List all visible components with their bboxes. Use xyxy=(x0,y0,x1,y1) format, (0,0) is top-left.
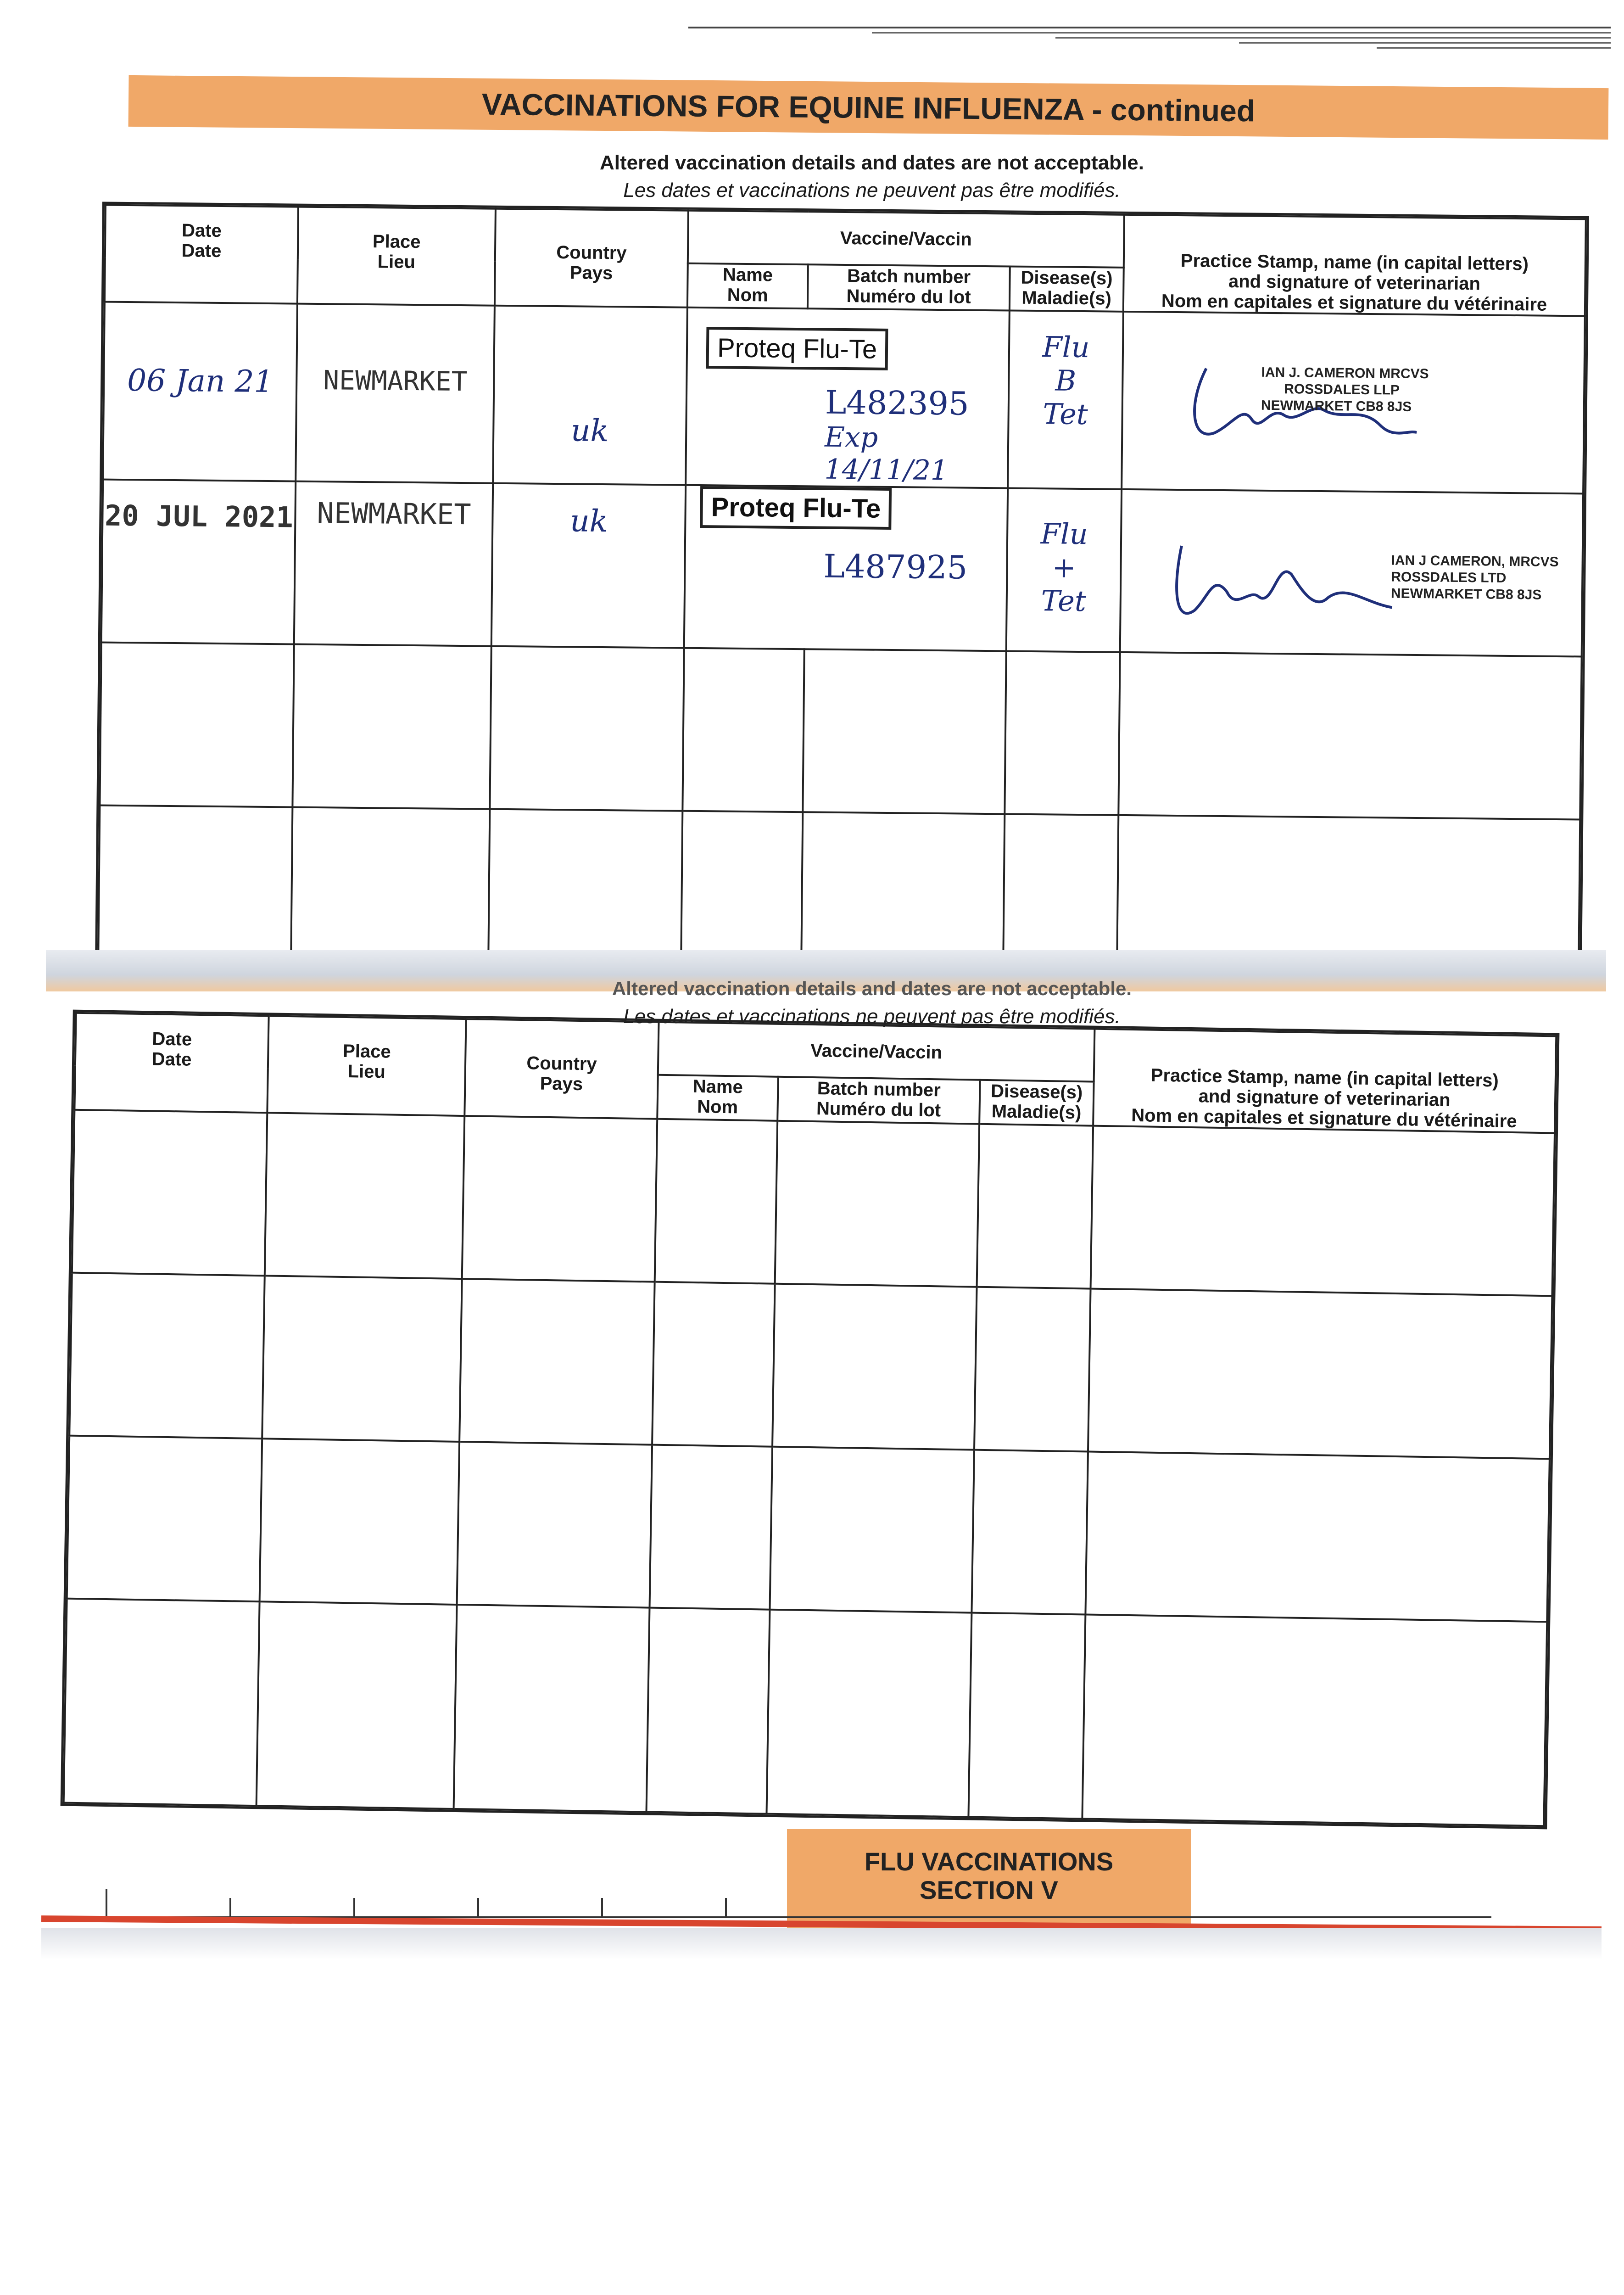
entry-vet-signature xyxy=(1120,489,1583,657)
notice-english: Altered vaccination details and dates are not acceptable. xyxy=(600,151,1144,174)
table-row xyxy=(101,480,1583,657)
col-country-header: Country Pays xyxy=(495,209,688,308)
col-disease-header: Disease(s) Maladie(s) xyxy=(1010,266,1124,311)
section-label: FLU VACCINATIONS SECTION V xyxy=(787,1829,1191,1928)
entry-place: NEWMARKET xyxy=(294,481,493,646)
table-row xyxy=(100,643,1581,820)
notice-french: Les dates et vaccinations ne peuvent pas être modifiés. xyxy=(623,179,1121,202)
col-name-header: Name Nom xyxy=(657,1075,778,1121)
vaccine-name-stamp: Proteq Flu-Te xyxy=(700,486,892,530)
scan-edge-lines xyxy=(688,27,1611,63)
table-row xyxy=(98,805,1580,974)
vet-stamp: IAN J CAMERON, MRCVS ROSSDALES LTD NEWMARKET CB8 8JS xyxy=(1390,553,1559,603)
col-vaccine-header: Vaccine/Vaccin xyxy=(688,211,1124,268)
col-practice-header: Practice Stamp, name (in capital letters) and signature of veterinarian Nom en capitales et signature du vétérinaire xyxy=(1093,1029,1556,1133)
col-practice-header: Practice Stamp, name (in capital letters) and signature of veterinarian Nom en capitales et signature du vétérinaire xyxy=(1123,215,1586,316)
entry-vaccine xyxy=(686,308,1010,488)
vaccine-name-stamp: Proteq Flu-Te xyxy=(706,327,888,370)
table-row xyxy=(103,302,1585,494)
table-row xyxy=(69,1273,1552,1459)
col-date-header: Date Date xyxy=(74,1013,268,1113)
vaccination-table-2 xyxy=(61,1010,1560,1830)
vet-stamp: IAN J. CAMERON MRCVS ROSSDALES LLP NEWMARKET CB8 8JS xyxy=(1261,364,1429,414)
batch-number: L487925 xyxy=(823,547,968,587)
col-batch-header: Batch number Numéro du lot xyxy=(808,264,1010,310)
page-title: VACCINATIONS FOR EQUINE INFLUENZA - continued xyxy=(128,75,1609,140)
entry-country: uk xyxy=(491,483,686,648)
page-bottom-shadow xyxy=(41,1928,1602,1960)
col-batch-header: Batch number Numéro du lot xyxy=(777,1077,980,1124)
col-vaccine-header: Vaccine/Vaccin xyxy=(658,1022,1095,1082)
table-row xyxy=(67,1436,1550,1622)
expiry-date: Exp 14/11/21 xyxy=(824,421,949,487)
col-place-header: Place Lieu xyxy=(297,207,496,306)
entry-date: 20 JUL 2021 xyxy=(101,480,296,644)
col-name-header: Name Nom xyxy=(687,263,808,309)
notice-english-faded: Altered vaccination details and dates are not acceptable. xyxy=(612,978,1132,999)
vaccination-table-1 xyxy=(95,202,1589,978)
table-row xyxy=(64,1599,1547,1826)
batch-number: L482395 xyxy=(825,383,970,423)
col-date-header: Date Date xyxy=(105,205,298,304)
col-place-header: Place Lieu xyxy=(267,1016,466,1116)
entry-place: NEWMARKET xyxy=(296,304,495,483)
entry-vaccine xyxy=(684,485,1008,651)
notice-french-2: Les dates et vaccinations ne peuvent pas être modifiés. xyxy=(623,1005,1121,1028)
signature xyxy=(1162,518,1420,631)
entry-vet-signature xyxy=(1122,312,1585,494)
entry-disease: Flu + Tet xyxy=(1006,488,1122,652)
table-row xyxy=(72,1110,1555,1296)
col-country-header: Country Pays xyxy=(464,1019,659,1119)
entry-country: uk xyxy=(493,306,687,485)
entry-date: 06 Jan 21 xyxy=(103,302,297,481)
entry-disease: Flu B Tet xyxy=(1008,310,1123,489)
col-disease-header: Disease(s) Maladie(s) xyxy=(979,1080,1094,1126)
